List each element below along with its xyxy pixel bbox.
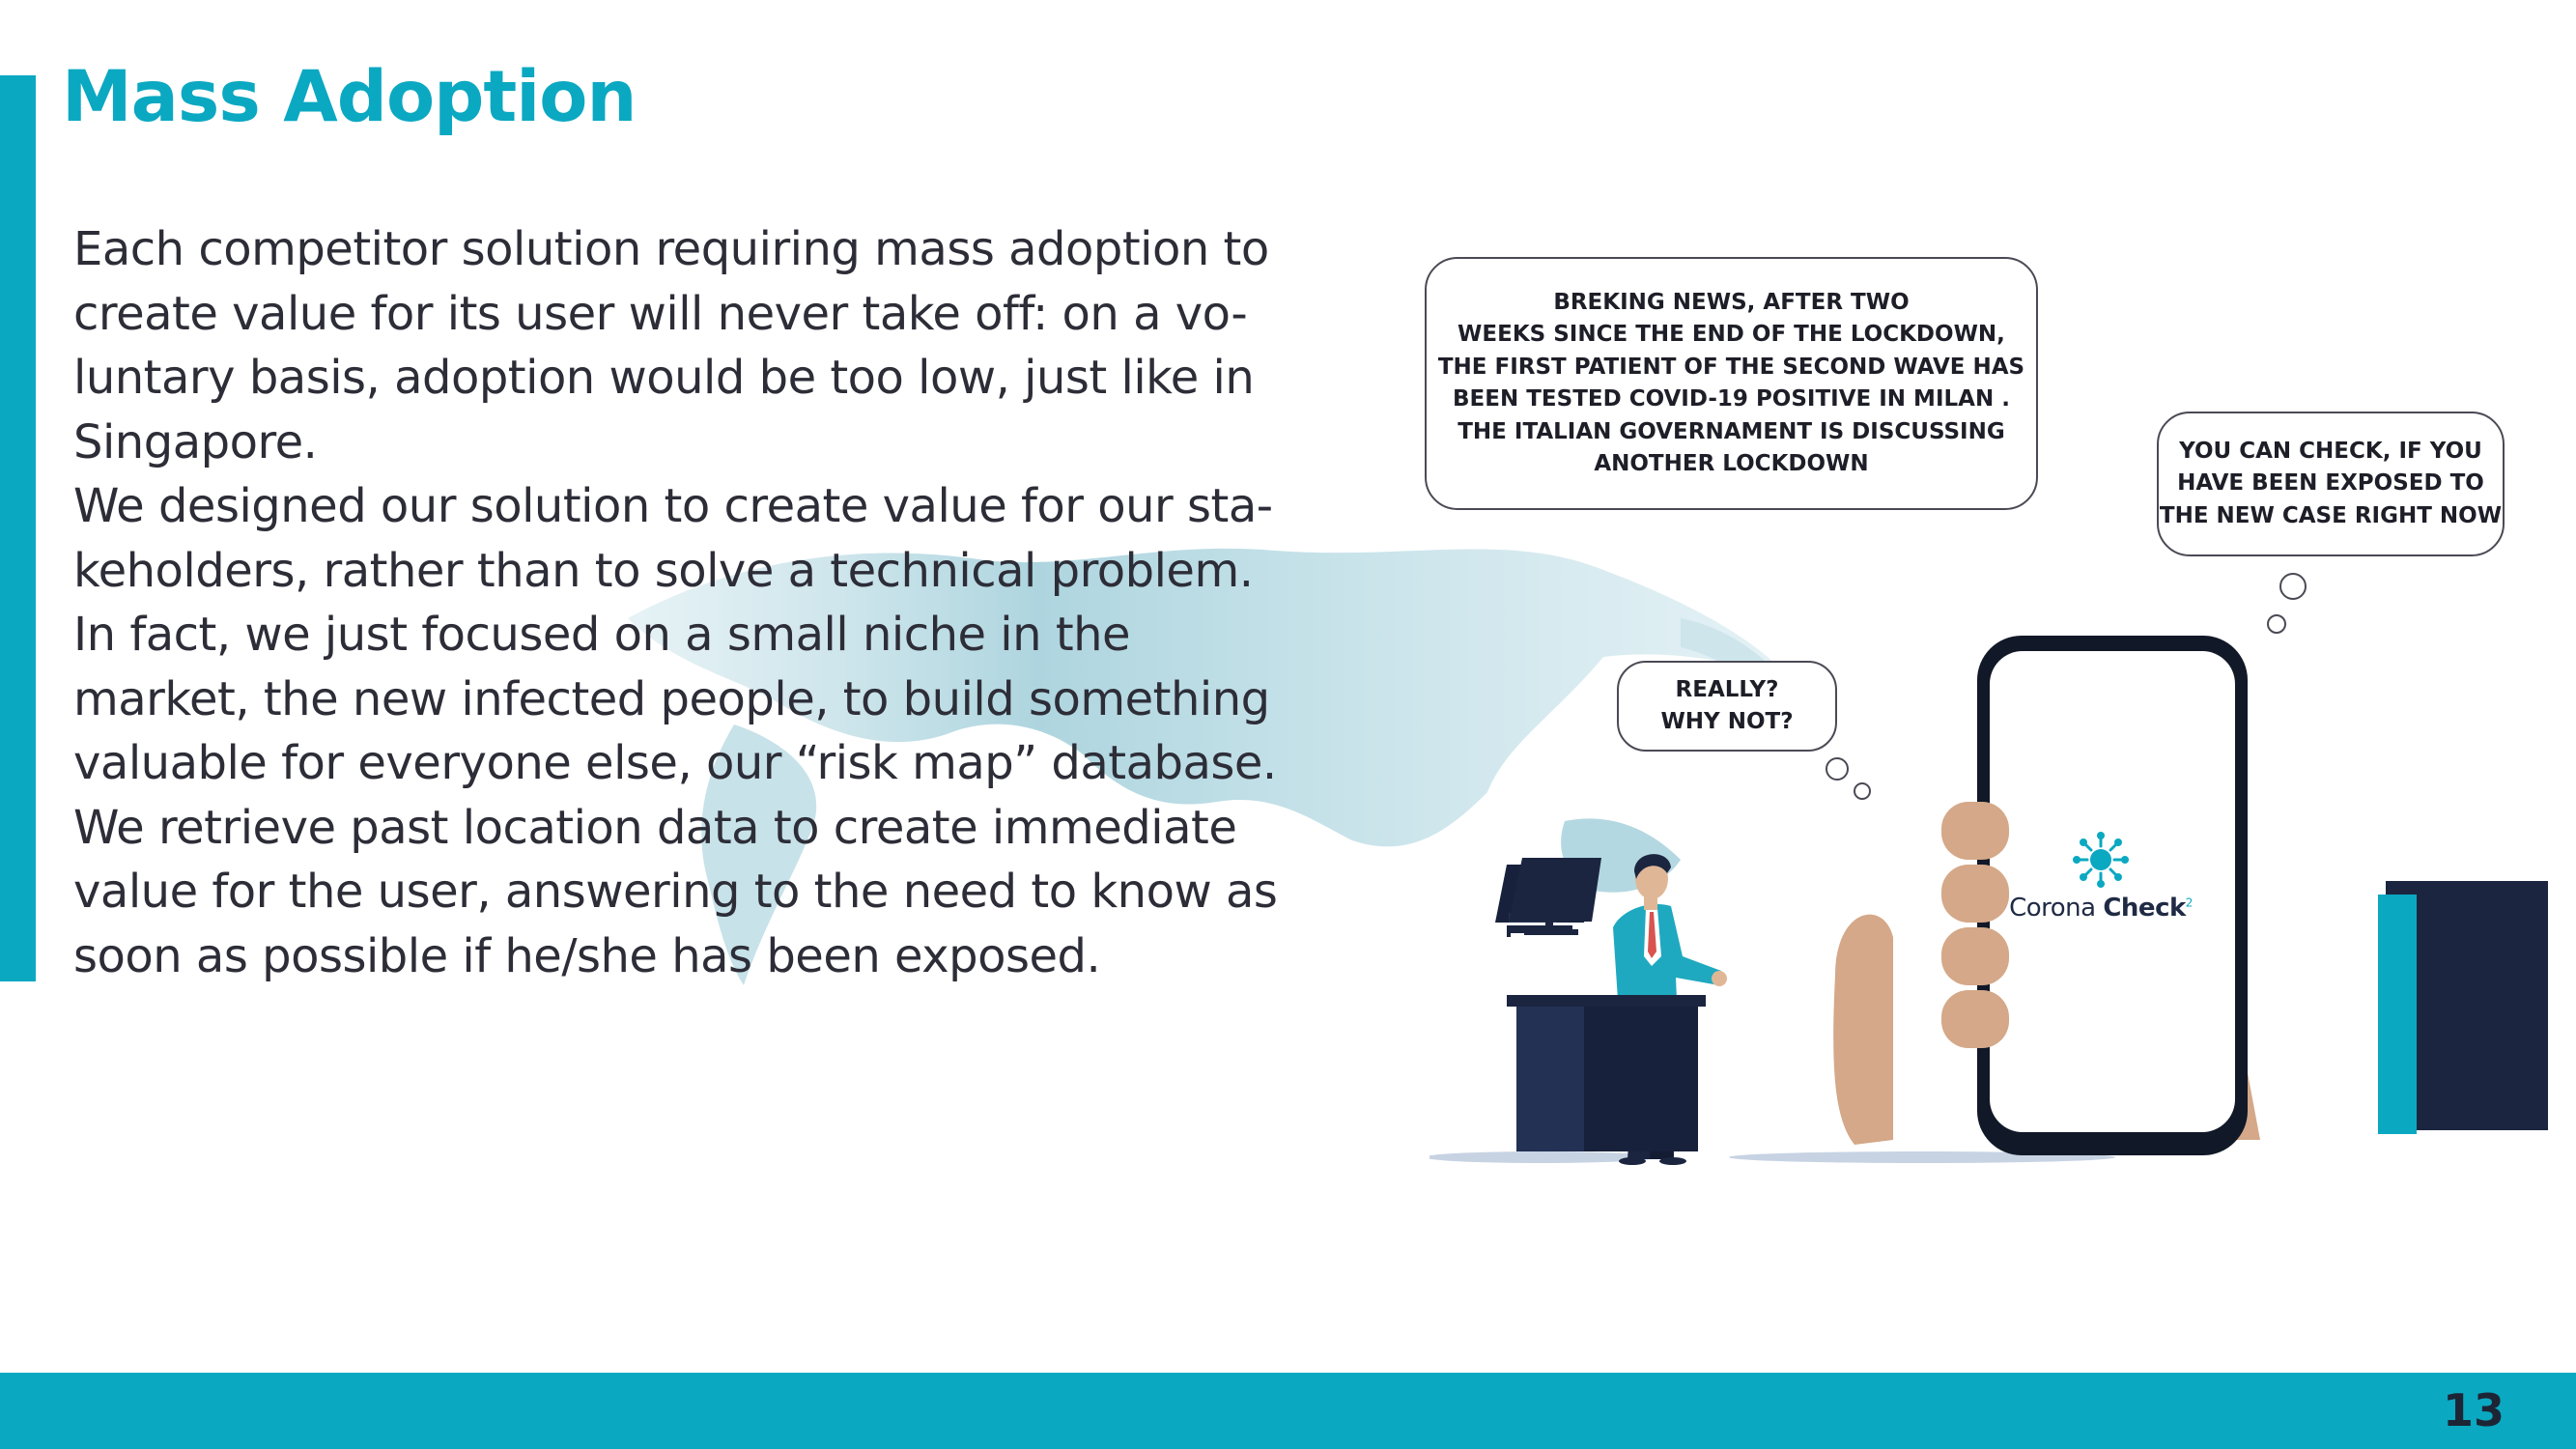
bubble-text: BREKING NEWS, AFTER TWO [1553,289,1910,315]
bubble-text: WHY NOT? [1660,709,1794,734]
slide-title: Mass Adoption [62,56,637,138]
page-number: 13 [2442,1384,2505,1436]
body-line: valuable for everyone else, our “risk map” database. [73,736,1277,790]
bubble-text: THE NEW CASE RIGHT NOW [2159,502,2503,528]
virus-icon [2072,831,2130,889]
body-line: value for the user, answering to the need to know as [73,865,1278,919]
logo-word-bold: Check [2103,894,2186,923]
bubble-text: BEEN TESTED COVID-19 POSITIVE IN MILAN . [1453,386,2010,412]
bubble-text: THE FIRST PATIENT OF THE SECOND WAVE HAS [1437,354,2025,380]
body-line: Each competitor solution requiring mass adoption to [73,222,1269,276]
body-line: market, the new infected people, to build something [73,671,1270,726]
bubble-text: HAVE BEEN EXPOSED TO [2177,470,2484,497]
corona-check-logo [1995,831,2207,923]
body-line: create value for its user will never take off: on a vo- [73,286,1248,341]
news-speech-bubble [1425,257,2038,510]
bubble-text: WEEKS SINCE THE END OF THE LOCKDOWN, [1458,322,2005,347]
body-line: We retrieve past location data to create immediate [73,800,1237,855]
body-line: soon as possible if he/she has been exposed. [73,928,1101,983]
thought-dot [2279,573,2307,600]
footer-bar [0,1373,2576,1449]
bubble-text: REALLY? [1675,677,1779,702]
bubble-text: ANOTHER LOCKDOWN [1594,451,1869,476]
bubble-text: YOU CAN CHECK, IF YOU [2179,438,2482,464]
logo-wordmark: Corona Check$^2$ [2009,894,2193,923]
computer-desk-icon [1509,858,1601,935]
table-icon [1507,995,1710,1159]
body-line: In fact, we just focused on a small niche in the [73,608,1131,662]
body-line: keholders, rather than to solve a technical problem. [73,543,1254,598]
bubble-text: THE ITALIAN GOVERNAMENT IS DISCUSSING [1458,418,2005,444]
body-paragraph [73,217,1319,988]
body-line: luntary basis, adoption would be too low, just like in [73,351,1255,405]
check-speech-bubble [2157,412,2505,556]
logo-word-light: Corona [2009,894,2096,923]
body-line: We designed our solution to create value for our sta- [73,479,1273,533]
title-accent-bar [0,75,36,981]
body-line: Singapore. [73,414,318,469]
